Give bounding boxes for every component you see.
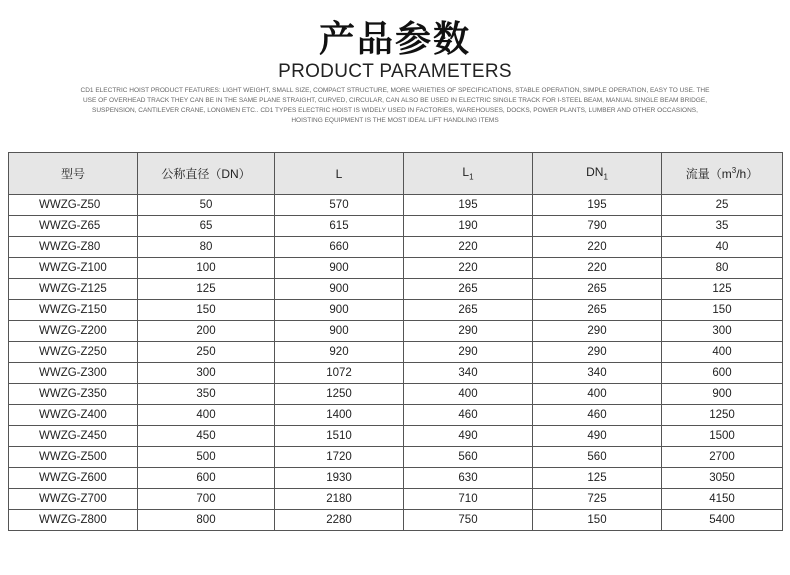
cell-length-l: 1250 xyxy=(275,384,404,405)
table-row xyxy=(9,363,783,384)
cell-dn1: 400 xyxy=(533,384,662,405)
header-flow-pre: 流量（m xyxy=(685,167,732,181)
page-title-cn: 产品参数 xyxy=(318,19,471,60)
cell-nominal-diameter: 400 xyxy=(138,405,275,426)
cell-nominal-diameter: 800 xyxy=(138,510,275,531)
cell-length-l: 900 xyxy=(275,258,404,279)
table-row xyxy=(9,447,783,468)
header-flow-post: /h） xyxy=(736,167,759,181)
cell-length-l1: 265 xyxy=(404,300,533,321)
cell-length-l1: 750 xyxy=(404,510,533,531)
table-row xyxy=(9,426,783,447)
cell-length-l: 2280 xyxy=(275,510,404,531)
cell-nominal-diameter: 65 xyxy=(138,216,275,237)
cell-length-l1: 190 xyxy=(404,216,533,237)
cell-model: WWZG-Z450 xyxy=(9,426,138,447)
cell-model: WWZG-Z125 xyxy=(9,279,138,300)
header-flow-rate xyxy=(662,153,783,195)
header-model: 型号 xyxy=(9,153,138,195)
cell-flow-rate: 900 xyxy=(662,384,783,405)
cell-length-l1: 220 xyxy=(404,237,533,258)
cell-length-l: 920 xyxy=(275,342,404,363)
table-row xyxy=(9,342,783,363)
table-body xyxy=(9,195,783,531)
cell-dn1: 725 xyxy=(533,489,662,510)
cell-length-l1: 290 xyxy=(404,342,533,363)
cell-model: WWZG-Z800 xyxy=(9,510,138,531)
table-row xyxy=(9,321,783,342)
cell-model: WWZG-Z400 xyxy=(9,405,138,426)
table-row xyxy=(9,384,783,405)
cell-length-l1: 400 xyxy=(404,384,533,405)
cell-nominal-diameter: 150 xyxy=(138,300,275,321)
header-dn1-sub: 1 xyxy=(603,172,608,182)
cell-model: WWZG-Z350 xyxy=(9,384,138,405)
header-l1-sub: 1 xyxy=(469,172,474,182)
cell-dn1: 195 xyxy=(533,195,662,216)
cell-model: WWZG-Z65 xyxy=(9,216,138,237)
cell-nominal-diameter: 300 xyxy=(138,363,275,384)
table-row xyxy=(9,258,783,279)
cell-nominal-diameter: 100 xyxy=(138,258,275,279)
header-dn1-base: DN xyxy=(586,165,604,180)
header-flow-sup: 3 xyxy=(731,166,737,175)
cell-length-l1: 290 xyxy=(404,321,533,342)
cell-nominal-diameter: 500 xyxy=(138,447,275,468)
cell-length-l1: 195 xyxy=(404,195,533,216)
cell-length-l: 615 xyxy=(275,216,404,237)
cell-nominal-diameter: 600 xyxy=(138,468,275,489)
table-row xyxy=(9,489,783,510)
table-row xyxy=(9,216,783,237)
cell-dn1: 290 xyxy=(533,321,662,342)
table-row xyxy=(9,195,783,216)
cell-model: WWZG-Z300 xyxy=(9,363,138,384)
cell-flow-rate: 300 xyxy=(662,321,783,342)
cell-flow-rate: 5400 xyxy=(662,510,783,531)
table-row xyxy=(9,510,783,531)
cell-length-l1: 710 xyxy=(404,489,533,510)
cell-length-l1: 490 xyxy=(404,426,533,447)
cell-flow-rate: 40 xyxy=(662,237,783,258)
cell-length-l: 570 xyxy=(275,195,404,216)
header-length-l: L xyxy=(275,153,404,195)
cell-length-l1: 265 xyxy=(404,279,533,300)
cell-model: WWZG-Z150 xyxy=(9,300,138,321)
cell-length-l: 900 xyxy=(275,279,404,300)
cell-model: WWZG-Z50 xyxy=(9,195,138,216)
table-header-row xyxy=(9,153,783,195)
table-row xyxy=(9,468,783,489)
cell-model: WWZG-Z250 xyxy=(9,342,138,363)
cell-model: WWZG-Z200 xyxy=(9,321,138,342)
cell-dn1: 340 xyxy=(533,363,662,384)
cell-flow-rate: 1250 xyxy=(662,405,783,426)
cell-flow-rate: 400 xyxy=(662,342,783,363)
cell-nominal-diameter: 700 xyxy=(138,489,275,510)
cell-model: WWZG-Z80 xyxy=(9,237,138,258)
cell-flow-rate: 1500 xyxy=(662,426,783,447)
cell-flow-rate: 80 xyxy=(662,258,783,279)
cell-dn1: 150 xyxy=(533,510,662,531)
cell-nominal-diameter: 200 xyxy=(138,321,275,342)
cell-length-l: 2180 xyxy=(275,489,404,510)
cell-nominal-diameter: 350 xyxy=(138,384,275,405)
cell-dn1: 290 xyxy=(533,342,662,363)
cell-length-l: 1400 xyxy=(275,405,404,426)
cell-flow-rate: 2700 xyxy=(662,447,783,468)
cell-length-l: 1072 xyxy=(275,363,404,384)
parameters-table-container xyxy=(8,152,782,531)
cell-flow-rate: 35 xyxy=(662,216,783,237)
cell-length-l: 1930 xyxy=(275,468,404,489)
cell-dn1: 560 xyxy=(533,447,662,468)
table-row xyxy=(9,279,783,300)
cell-nominal-diameter: 125 xyxy=(138,279,275,300)
cell-dn1: 125 xyxy=(533,468,662,489)
cell-nominal-diameter: 250 xyxy=(138,342,275,363)
table-row xyxy=(9,405,783,426)
cell-flow-rate: 4150 xyxy=(662,489,783,510)
product-description: CD1 ELECTRIC HOIST PRODUCT FEATURES: LIGHT WEIGHT, SMALL SIZE, COMPACT STRUCTURE, MORE VARIETIES OF SPECIFICATIONS, STABLE OPERATION, SIMPLE OPERATION, EASY TO USE. THE USE OF OVERHEAD TRACK THEY CAN BE IN THE SAME PLANE STRAIGHT, CURVED, CIRCULAR, CAN ALSO BE USED IN ELECTRIC SINGLE TRACK FOR I-STEEL BEAM, MANUAL SINGLE BEAM BRIDGE, SUSPENSION, CANTILEVER CRANE, LONGMEN ETC.. CD1 TYPES ELECTRIC HOIST IS WIDELY USED IN FACTORIES, WAREHOUSES, DOCKS, POWER PLANTS, LUMBER AND OTHER OCCASIONS, HOISTING EQUIPMENT IS THE MOST IDEAL LIFT HANDLING ITEMS xyxy=(80,87,710,124)
cell-nominal-diameter: 50 xyxy=(138,195,275,216)
cell-length-l1: 220 xyxy=(404,258,533,279)
cell-dn1: 220 xyxy=(533,237,662,258)
parameters-table xyxy=(8,152,783,531)
cell-flow-rate: 150 xyxy=(662,300,783,321)
cell-model: WWZG-Z100 xyxy=(9,258,138,279)
cell-nominal-diameter: 450 xyxy=(138,426,275,447)
cell-length-l1: 560 xyxy=(404,447,533,468)
cell-length-l: 1720 xyxy=(275,447,404,468)
cell-length-l1: 460 xyxy=(404,405,533,426)
header-dn1 xyxy=(533,153,662,195)
cell-model: WWZG-Z600 xyxy=(9,468,138,489)
cell-dn1: 490 xyxy=(533,426,662,447)
page-title-en: PRODUCT PARAMETERS xyxy=(278,61,512,82)
cell-length-l: 900 xyxy=(275,321,404,342)
cell-flow-rate: 125 xyxy=(662,279,783,300)
cell-flow-rate: 25 xyxy=(662,195,783,216)
cell-length-l1: 340 xyxy=(404,363,533,384)
cell-dn1: 460 xyxy=(533,405,662,426)
header-length-l1 xyxy=(404,153,533,195)
cell-dn1: 265 xyxy=(533,300,662,321)
cell-flow-rate: 600 xyxy=(662,363,783,384)
cell-length-l1: 630 xyxy=(404,468,533,489)
cell-model: WWZG-Z700 xyxy=(9,489,138,510)
cell-dn1: 220 xyxy=(533,258,662,279)
header-l1-base: L xyxy=(462,165,470,180)
table-row xyxy=(9,300,783,321)
cell-flow-rate: 3050 xyxy=(662,468,783,489)
cell-dn1: 265 xyxy=(533,279,662,300)
cell-length-l: 660 xyxy=(275,237,404,258)
cell-length-l: 900 xyxy=(275,300,404,321)
cell-nominal-diameter: 80 xyxy=(138,237,275,258)
cell-length-l: 1510 xyxy=(275,426,404,447)
cell-model: WWZG-Z500 xyxy=(9,447,138,468)
header-nominal-diameter: 公称直径（DN） xyxy=(138,153,275,195)
table-row xyxy=(9,237,783,258)
cell-dn1: 790 xyxy=(533,216,662,237)
